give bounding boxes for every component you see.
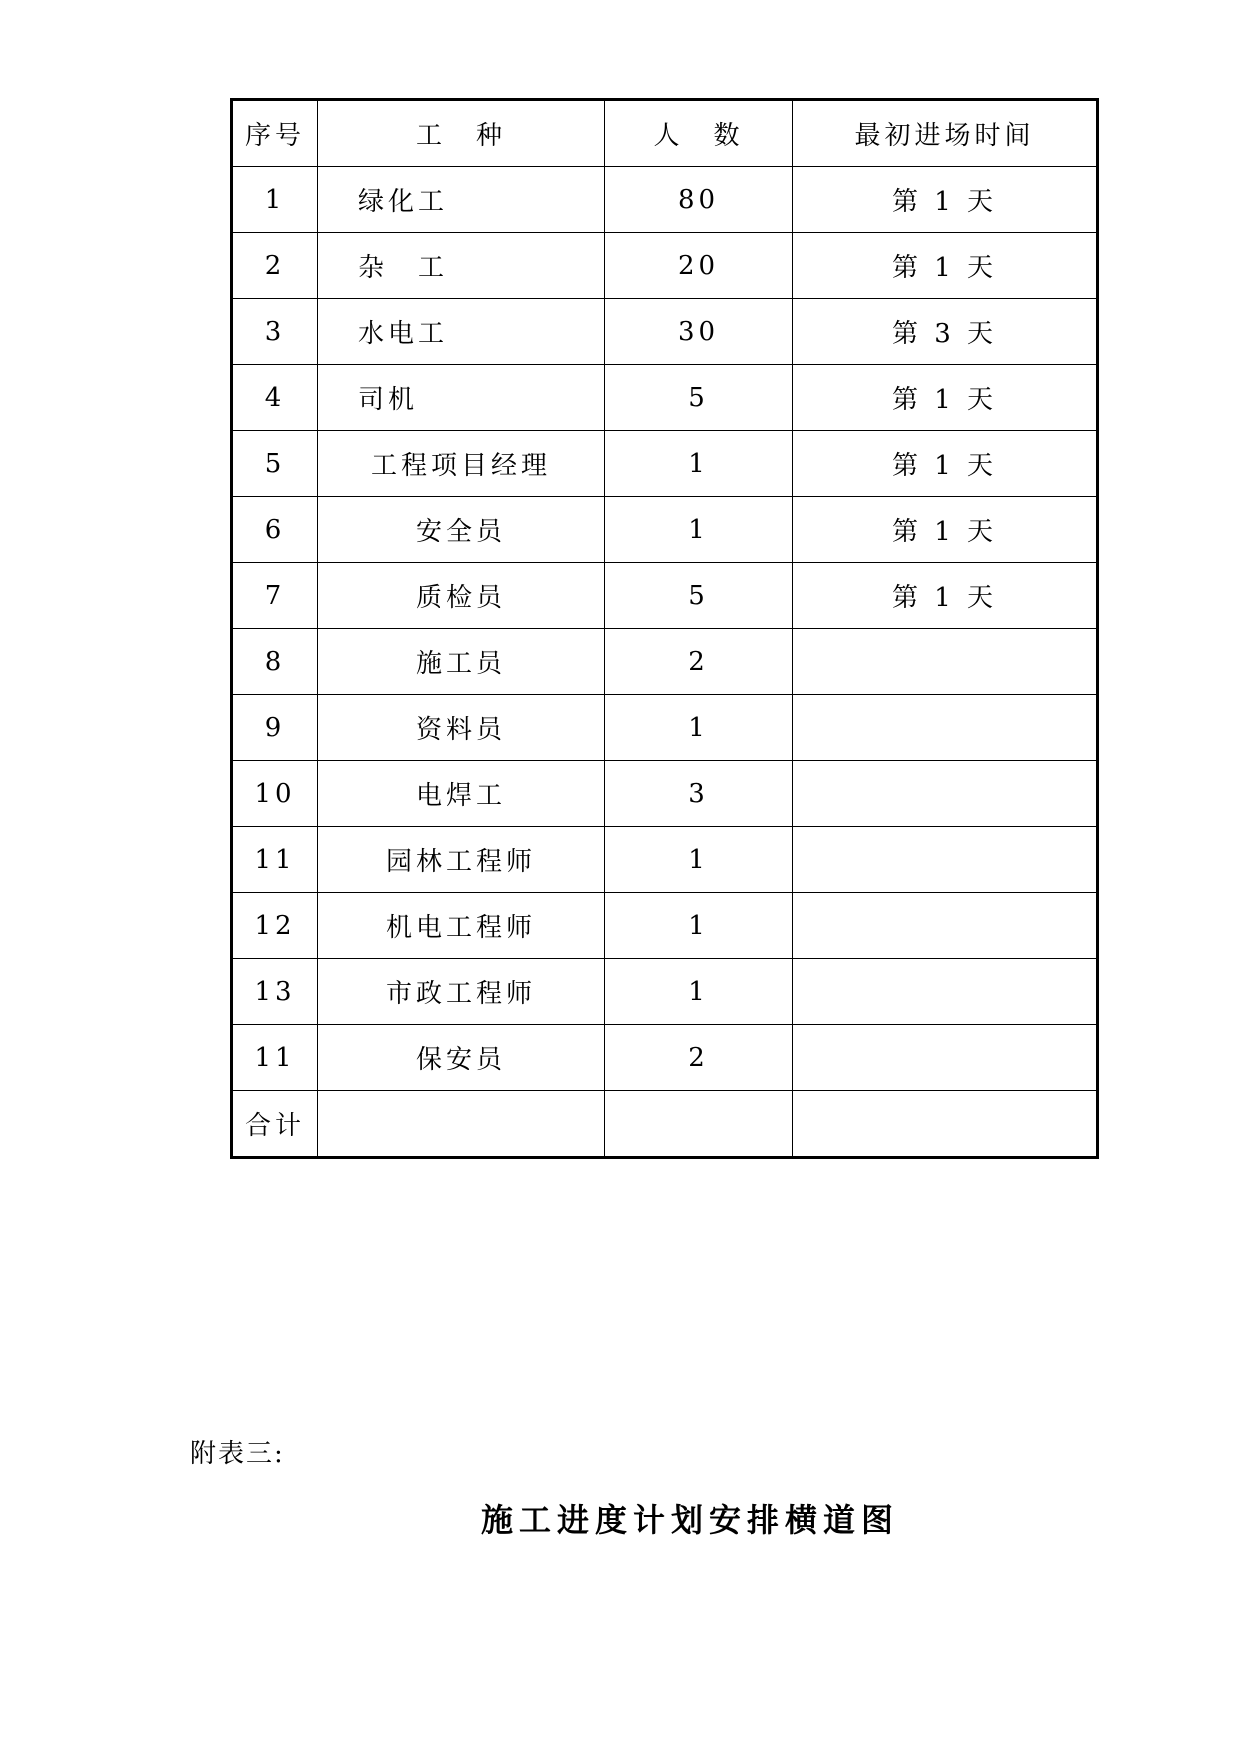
header-count: 人 数 <box>605 100 793 167</box>
cell-count: 2 <box>605 629 793 695</box>
cell-no: 12 <box>232 893 318 959</box>
table-row <box>232 497 1098 563</box>
cell-count: 3 <box>605 761 793 827</box>
cell-no: 3 <box>232 299 318 365</box>
cell-count: 5 <box>605 563 793 629</box>
cell-no: 6 <box>232 497 318 563</box>
cell-start: 第 1 天 <box>793 233 1098 299</box>
cell-type: 市政工程师 <box>318 959 605 1025</box>
cell-type: 水电工 <box>318 299 605 365</box>
cell-type: 电焊工 <box>318 761 605 827</box>
cell-no: 8 <box>232 629 318 695</box>
table-total-row <box>232 1091 1098 1158</box>
cell-start <box>793 959 1098 1025</box>
cell-total-type <box>318 1091 605 1158</box>
cell-start: 第 3 天 <box>793 299 1098 365</box>
header-no: 序号 <box>232 100 318 167</box>
cell-no: 5 <box>232 431 318 497</box>
cell-count: 1 <box>605 827 793 893</box>
header-type: 工 种 <box>318 100 605 167</box>
table-row <box>232 299 1098 365</box>
cell-no: 13 <box>232 959 318 1025</box>
chart-title: 施工进度计划安排横道图 <box>480 1501 899 1539</box>
header-start: 最初进场时间 <box>793 100 1098 167</box>
cell-count: 20 <box>605 233 793 299</box>
cell-count: 5 <box>605 365 793 431</box>
cell-start: 第 1 天 <box>793 431 1098 497</box>
cell-count: 1 <box>605 959 793 1025</box>
cell-type: 杂 工 <box>318 233 605 299</box>
cell-count: 1 <box>605 431 793 497</box>
cell-no: 9 <box>232 695 318 761</box>
cell-start: 第 1 天 <box>793 167 1098 233</box>
cell-start <box>793 761 1098 827</box>
cell-no: 7 <box>232 563 318 629</box>
table-row <box>232 431 1098 497</box>
table-row <box>232 959 1098 1025</box>
table-row <box>232 893 1098 959</box>
cell-total-count <box>605 1091 793 1158</box>
cell-type: 工程项目经理 <box>318 431 605 497</box>
appendix-label: 附表三: <box>190 1439 285 1469</box>
cell-start <box>793 893 1098 959</box>
cell-no: 11 <box>232 827 318 893</box>
cell-type: 安全员 <box>318 497 605 563</box>
cell-no: 11 <box>232 1025 318 1091</box>
cell-count: 30 <box>605 299 793 365</box>
cell-total-start <box>793 1091 1098 1158</box>
table-row <box>232 695 1098 761</box>
cell-count: 2 <box>605 1025 793 1091</box>
cell-start: 第 1 天 <box>793 497 1098 563</box>
staff-table <box>230 98 1099 1159</box>
cell-count: 1 <box>605 893 793 959</box>
cell-total-label: 合计 <box>232 1091 318 1158</box>
cell-no: 1 <box>232 167 318 233</box>
cell-start <box>793 629 1098 695</box>
table-row <box>232 563 1098 629</box>
cell-count: 1 <box>605 497 793 563</box>
table-row <box>232 629 1098 695</box>
cell-start <box>793 1025 1098 1091</box>
cell-start <box>793 695 1098 761</box>
table-row <box>232 167 1098 233</box>
table-header-row <box>232 100 1098 167</box>
cell-no: 4 <box>232 365 318 431</box>
cell-count: 80 <box>605 167 793 233</box>
cell-start <box>793 827 1098 893</box>
table-row <box>232 365 1098 431</box>
cell-start: 第 1 天 <box>793 365 1098 431</box>
table-row <box>232 1025 1098 1091</box>
cell-type: 施工员 <box>318 629 605 695</box>
cell-type: 机电工程师 <box>318 893 605 959</box>
table-row <box>232 761 1098 827</box>
cell-type: 司机 <box>318 365 605 431</box>
cell-count: 1 <box>605 695 793 761</box>
cell-type: 园林工程师 <box>318 827 605 893</box>
cell-start: 第 1 天 <box>793 563 1098 629</box>
cell-type: 质检员 <box>318 563 605 629</box>
cell-type: 保安员 <box>318 1025 605 1091</box>
table-row <box>232 233 1098 299</box>
cell-no: 2 <box>232 233 318 299</box>
cell-type: 资料员 <box>318 695 605 761</box>
cell-no: 10 <box>232 761 318 827</box>
cell-type: 绿化工 <box>318 167 605 233</box>
table-row <box>232 827 1098 893</box>
